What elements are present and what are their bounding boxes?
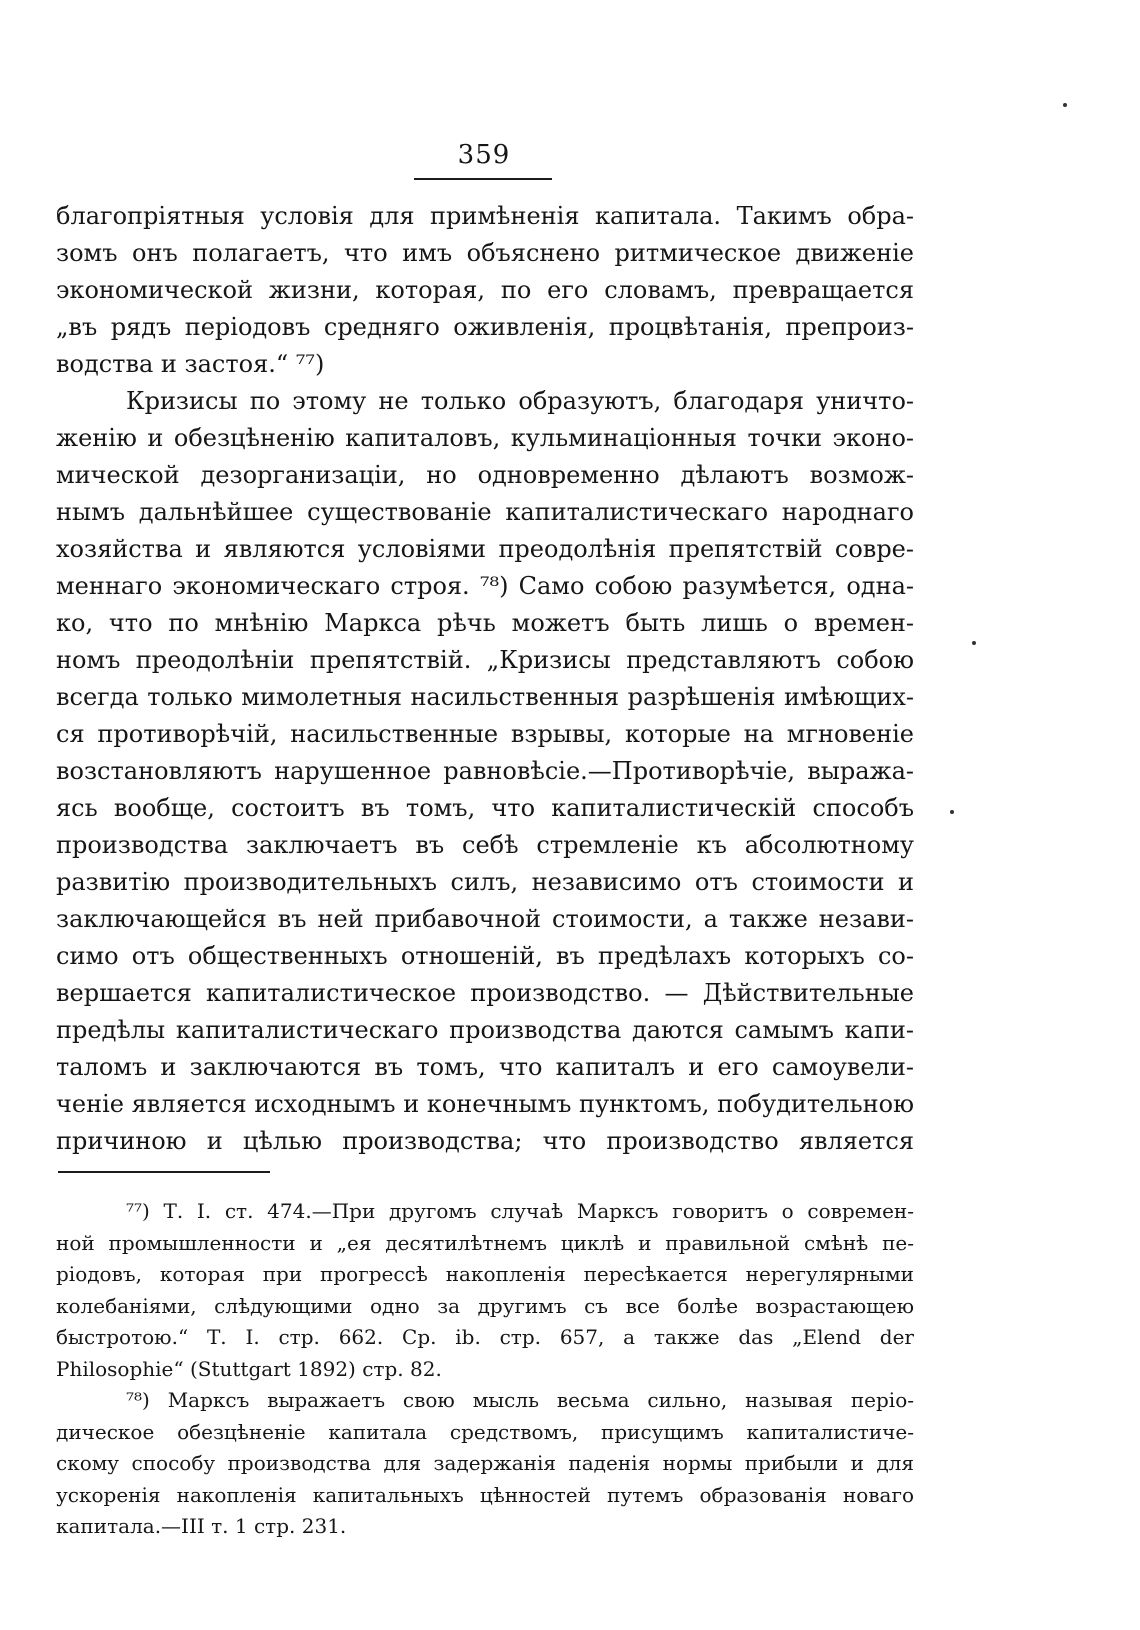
body-line: экономической жизни, которая, по его словамъ, превращается [56, 276, 914, 304]
body-line: вершается капиталистическое производство. — Дѣйствительные [56, 979, 914, 1007]
print-speck [1063, 103, 1067, 107]
print-speck [950, 810, 954, 814]
body-line: возстановляютъ нарушенное равновѣсіе.—Противорѣчіе, выража- [56, 757, 914, 785]
body-line: таломъ и заключаются въ томъ, что капиталъ и его самоувели- [56, 1053, 914, 1081]
body-line: нымъ дальнѣйшее существованіе капиталистическаго народнаго [56, 498, 914, 526]
body-line: ченіе является исходнымъ и конечнымъ пунктомъ, побудительною [56, 1090, 914, 1118]
body-line: развитію производительныхъ силъ, независимо отъ стоимости и [56, 868, 914, 896]
footnote-line: ускоренія накопленія капитальныхъ цѣнностей путемъ образованія новаго [56, 1482, 914, 1507]
body-line: ко, что по мнѣнію Маркса рѣчь можетъ быть лишь о времен- [56, 609, 914, 637]
footnote-line: колебаніями, слѣдующими одно за другимъ съ все болѣе возрастающею [56, 1293, 914, 1318]
footnote-line: дическое обезцѣненіе капитала средствомъ, присущимъ капиталистиче- [56, 1419, 914, 1444]
body-line: предѣлы капиталистическаго производства даются самымъ капи- [56, 1016, 914, 1044]
body-line: ся противорѣчій, насильственные взрывы, которые на мгновеніе [56, 720, 914, 748]
body-line: номъ преодолѣніи препятствій. „Кризисы представляютъ собою [56, 646, 914, 674]
body-line: хозяйства и являются условіями преодолѣнія препятствій совре- [56, 535, 914, 563]
body-text [56, 198, 914, 1160]
body-line: меннаго экономическаго строя. ⁷⁸) Само собою разумѣется, одна- [56, 572, 914, 600]
footnote-line: ріодовъ, которая при прогрессѣ накопленія пересѣкается нерегулярными [56, 1262, 914, 1286]
footnote-line: ной промышленности и „ея десятилѣтнемъ циклѣ и правильной смѣнѣ пе- [56, 1230, 914, 1255]
body-line: заключающейся въ ней прибавочной стоимости, а также незави- [56, 905, 914, 933]
body-line: Кризисы по этому не только образуютъ, благодаря уничто- [126, 387, 914, 415]
page-number: 359 [457, 140, 511, 170]
body-line: женію и обезцѣненію капиталовъ, кульминаціонныя точки эконо- [56, 424, 914, 452]
footnote-line: Philosophie“ (Stuttgart 1892) стр. 82. [56, 1356, 442, 1381]
body-line: мической дезорганизаціи, но одновременно дѣлаютъ возмож- [56, 461, 914, 489]
body-line: симо отъ общественныхъ отношеній, въ предѣлахъ которыхъ со- [56, 942, 914, 970]
body-line: водства и застоя.“ ⁷⁷) [56, 350, 325, 378]
footnote-line: скому способу производства для задержанія паденія нормы прибыли и для [56, 1451, 914, 1475]
footnote-line: ⁷⁸) Марксъ выражаетъ свою мысль весьма сильно, называя періо- [126, 1388, 914, 1412]
body-line: производства заключаетъ въ себѣ стремленіе къ абсолютному [56, 831, 914, 859]
footnote-separator [58, 1171, 270, 1173]
body-line: всегда только мимолетныя насильственныя разрѣшенія имѣющих- [56, 683, 914, 711]
body-line: благопріятныя условія для примѣненія капитала. Такимъ обра- [56, 202, 914, 230]
footnote-line: ⁷⁷) Т. I. ст. 474.—При другомъ случаѣ Марксъ говоритъ о современ- [126, 1199, 914, 1223]
footnotes [56, 1196, 914, 1543]
print-speck [972, 641, 976, 645]
body-line: „въ рядъ періодовъ средняго оживленія, процвѣтанія, препроиз- [56, 313, 914, 341]
body-line: зомъ онъ полагаетъ, что имъ объяснено ритмическое движеніе [56, 239, 914, 267]
footnote-line: быстротою.“ Т. I. стр. 662. Ср. ib. стр. 657, а также das „Elend der [56, 1325, 914, 1349]
body-line: причиною и цѣлью производства; что производство является [56, 1127, 914, 1155]
footnote-line: капитала.—III т. 1 стр. 231. [56, 1514, 347, 1538]
body-line: ясь вообще, состоитъ въ томъ, что капиталистическій способъ [56, 794, 914, 822]
page-number-rule [414, 178, 552, 180]
